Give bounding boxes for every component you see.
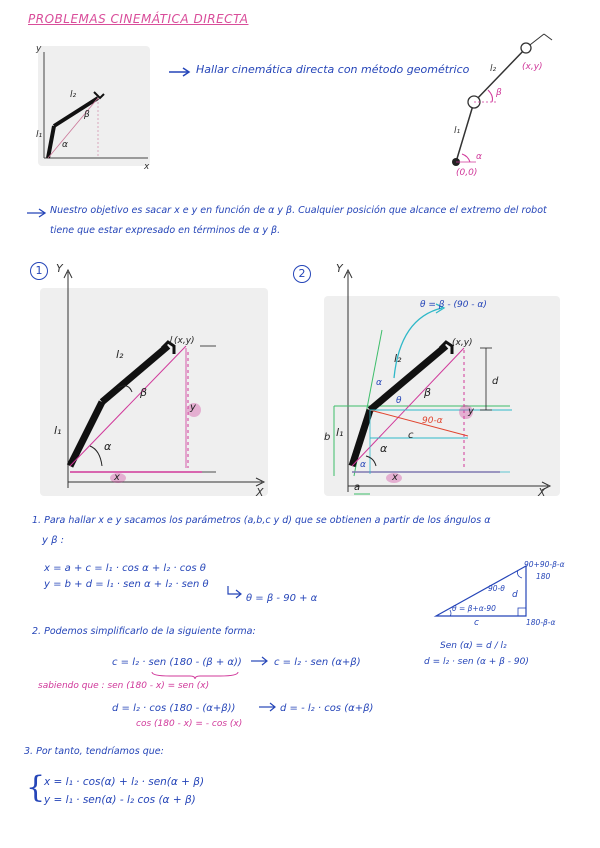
fig2-label-alpha-base: α (360, 460, 366, 470)
fig1-label-beta: β (140, 386, 148, 399)
fig2-label-beta: β (424, 386, 432, 399)
small-robot-figure (30, 40, 155, 173)
fig2-label-alpha: α (380, 442, 388, 455)
step2-c-result: c = l₂ · sen (α+β) (274, 657, 361, 668)
step2-sin-identity: sabiendo que : sen (180 - x) = sen (x) (38, 681, 210, 691)
final-y-equation: y = l₁ · sen(α) - l₂ cos (α + β) (44, 794, 196, 806)
fig2-label-a: a (354, 482, 361, 493)
triangle-side-c: c (474, 618, 479, 628)
fig2-axis-x: X (538, 486, 546, 499)
fig1-label-alpha: α (104, 440, 112, 453)
corner-arrow-icon (226, 586, 244, 600)
step2-c-equation: c = l₂ · sen (180 - (β + α)) (112, 657, 242, 668)
triangle-inner-angle: 90-θ (488, 584, 505, 593)
objective-line-1: Nuestro objetivo es sacar x e y en función de α y β. Cualquier posición que alcance el extremo del robot (50, 205, 547, 216)
d-result-arrow-icon (258, 702, 278, 712)
c-result-arrow-icon (250, 656, 270, 666)
page-title: PROBLEMAS CINEMÁTICA DIRECTA (28, 12, 249, 26)
figure-2-number: 2 (293, 265, 311, 283)
step2-d-equation: d = l₂ · cos (180 - (α+β)) (112, 703, 236, 714)
right-arrow-icon (168, 67, 192, 77)
fig2-label-c: c (408, 430, 414, 441)
stick-label-l2: l₂ (490, 64, 497, 74)
small-label-beta: β (84, 110, 90, 120)
fig2-theta-equation: θ = β - (90 - α) (420, 300, 487, 310)
fig2-label-theta: θ (396, 396, 402, 406)
fig2-axis-y: Y (336, 262, 343, 275)
fig2-point: (x,y) (452, 338, 473, 348)
method-note: Hallar cinemática directa con método geométrico (196, 63, 470, 76)
step1-intro-a: 1. Para hallar x e y sacamos los parámetros (a,b,c y d) que se obtienen a partir de los ángulos α (32, 515, 491, 526)
small-label-l2: l₂ (70, 90, 77, 100)
stick-label-alpha: α (476, 152, 482, 162)
stick-label-beta: β (496, 88, 502, 98)
small-axis-y: y (36, 44, 42, 54)
fig2-label-d: d (492, 376, 499, 387)
figure-2 (300, 260, 590, 500)
final-x-equation: x = l₁ · cos(α) + l₂ · sen(α + β) (44, 776, 205, 788)
stick-label-l1: l₁ (454, 126, 461, 136)
fig1-label-l1: l₁ (54, 424, 62, 437)
c-underbrace-icon (150, 671, 240, 679)
step1-eq-x: x = a + c = l₁ · cos α + l₂ · cos θ (44, 563, 206, 574)
fig1-label-l2: l₂ (116, 348, 124, 361)
fig2-label-b: b (324, 432, 331, 443)
step2-d-result: d = - l₂ · cos (α+β) (280, 703, 374, 714)
triangle-left-angle: θ = β+α-90 (452, 604, 496, 613)
small-label-l1: l₁ (36, 130, 43, 140)
figure-1 (30, 260, 280, 500)
fig2-label-alpha-upper: α (376, 378, 382, 388)
fig1-axis-x: X (256, 486, 264, 499)
fig2-label-l1: l₁ (336, 426, 344, 439)
fig1-label-y: y (190, 402, 196, 413)
stick-robot-diagram (440, 30, 590, 180)
triangle-top-angle-denom: 180 (536, 572, 551, 581)
system-brace: { (26, 770, 46, 805)
fig1-axis-y: Y (56, 262, 63, 275)
triangle-d-equation: d = l₂ · sen (α + β - 90) (424, 657, 529, 667)
step1-eq-y: y = b + d = l₁ · sen α + l₂ · sen θ (44, 579, 209, 590)
step2-cos-identity: cos (180 - x) = - cos (x) (136, 719, 243, 729)
objective-line-2: tiene que estar expresado en términos de α y β. (50, 225, 281, 236)
triangle-top-angle: 90+90-β-α (524, 560, 565, 569)
theta-definition: θ = β - 90 + α (246, 593, 318, 604)
objective-arrow-icon (26, 208, 48, 218)
triangle-sen-equation: Sen (α) = d / l₂ (440, 641, 507, 651)
step3-intro: 3. Por tanto, tendríamos que: (24, 746, 164, 757)
triangle-side-d: d (512, 590, 518, 600)
fig2-label-90-alpha: 90-α (422, 416, 443, 426)
figure-1-number: 1 (30, 262, 48, 280)
stick-origin-point: (0,0) (456, 168, 478, 178)
stick-end-point: (x,y) (522, 62, 543, 72)
fig1-label-x: x (114, 472, 120, 483)
fig2-label-y: y (468, 406, 474, 417)
fig2-label-x: x (392, 472, 398, 483)
triangle-right-angle: 180-β-α (526, 618, 556, 627)
fig2-label-l2: l₂ (394, 352, 402, 365)
step1-intro-b: y β : (42, 535, 65, 546)
step2-intro: 2. Podemos simplificarlo de la siguiente forma: (32, 626, 256, 637)
small-axis-x: x (144, 162, 150, 172)
fig1-point: (x,y) (174, 336, 195, 346)
small-label-alpha: α (62, 140, 68, 150)
